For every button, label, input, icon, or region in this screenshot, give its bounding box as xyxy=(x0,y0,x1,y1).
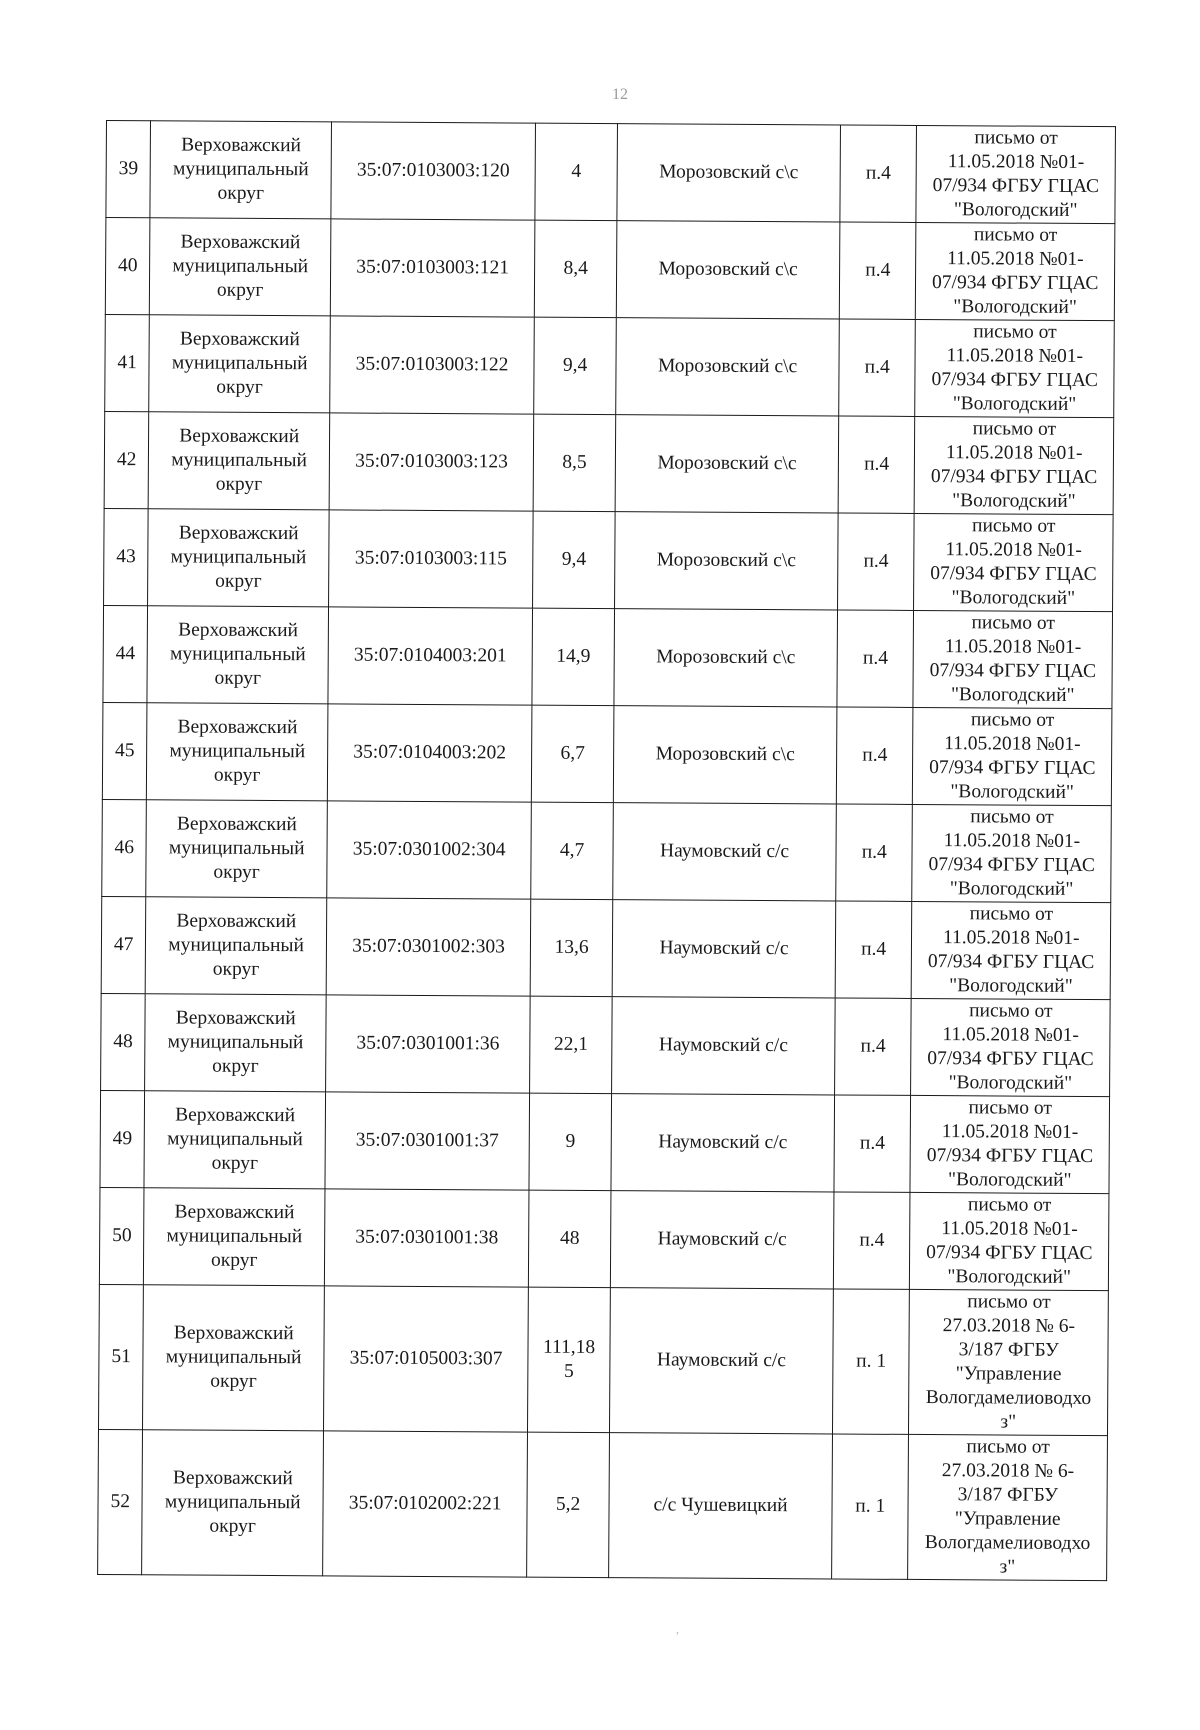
district-cell: Верховажский муниципальный округ xyxy=(142,1430,324,1576)
area-cell: 9 xyxy=(529,1093,612,1190)
basis-document-cell: письмо от 11.05.2018 №01- 07/934 ФГБУ ГЦАС "Вологодский" xyxy=(912,804,1111,902)
basis-document-cell: письмо от 11.05.2018 №01- 07/934 ФГБУ ГЦАС "Вологодский" xyxy=(914,513,1113,611)
basis-document-cell: письмо от 11.05.2018 №01- 07/934 ФГБУ ГЦАС "Вологодский" xyxy=(915,319,1114,417)
clause-cell: п.4 xyxy=(837,610,914,707)
village-council-cell: Наумовский с/с xyxy=(613,803,836,901)
basis-document-cell: письмо от 11.05.2018 №01- 07/934 ФГБУ ГЦАС "Вологодский" xyxy=(911,998,1110,1096)
table-row xyxy=(100,1090,1110,1193)
district-cell: Верховажский муниципальный округ xyxy=(148,412,329,510)
area-cell: 48 xyxy=(528,1190,611,1287)
clause-cell: п.4 xyxy=(840,125,917,222)
basis-document-cell: письмо от 11.05.2018 №01- 07/934 ФГБУ ГЦАС "Вологодский" xyxy=(910,1192,1109,1290)
cadastral-number-cell: 35:07:0301002:304 xyxy=(327,801,532,899)
table-row xyxy=(99,1284,1109,1435)
clause-cell: п. 1 xyxy=(832,1289,909,1434)
village-council-cell: Морозовский с\с xyxy=(616,318,839,416)
clause-cell: п.4 xyxy=(835,998,912,1095)
table-row xyxy=(103,605,1113,708)
village-council-cell: Морозовский с\с xyxy=(615,415,838,513)
cadastral-number-cell: 35:07:0301001:37 xyxy=(325,1092,530,1190)
clause-cell: п.4 xyxy=(836,804,913,901)
village-council-cell: Морозовский с\с xyxy=(616,221,839,319)
district-cell: Верховажский муниципальный округ xyxy=(146,897,327,995)
scan-speck: , xyxy=(676,1622,679,1636)
district-cell: Верховажский муниципальный округ xyxy=(146,800,327,898)
area-cell: 8,5 xyxy=(533,414,616,511)
clause-cell: п. 1 xyxy=(832,1434,909,1579)
table-row xyxy=(101,993,1111,1096)
district-cell: Верховажский муниципальный округ xyxy=(150,218,331,316)
basis-document-cell: письмо от 27.03.2018 № 6- 3/187 ФГБУ "Управление Вологдамелиоводхо з" xyxy=(908,1434,1107,1580)
cadastral-number-cell: 35:07:0103003:121 xyxy=(330,219,535,317)
cadastral-number-cell: 35:07:0301001:36 xyxy=(326,995,531,1093)
area-cell: 13,6 xyxy=(530,899,613,996)
table-row xyxy=(102,702,1112,805)
village-council-cell: Наумовский с/с xyxy=(610,1288,834,1434)
basis-document-cell: письмо от 11.05.2018 №01- 07/934 ФГБУ ГЦАС "Вологодский" xyxy=(913,707,1112,805)
land-plots-table xyxy=(97,120,1116,1581)
table-row xyxy=(99,1187,1109,1290)
area-cell: 22,1 xyxy=(530,996,613,1093)
area-cell: 9,4 xyxy=(533,511,616,608)
row-number-cell: 50 xyxy=(99,1187,144,1284)
village-council-cell: Наумовский с/с xyxy=(612,997,835,1095)
row-number-cell: 44 xyxy=(103,605,148,702)
clause-cell: п.4 xyxy=(839,222,916,319)
table-row xyxy=(105,218,1115,321)
clause-cell: п.4 xyxy=(836,707,913,804)
table-row xyxy=(98,1429,1108,1580)
area-cell: 4 xyxy=(535,123,618,220)
table-row xyxy=(106,121,1116,224)
area-cell: 9,4 xyxy=(534,317,617,414)
registry-sheet xyxy=(97,120,1116,1581)
cadastral-number-cell: 35:07:0301002:303 xyxy=(326,898,531,996)
area-cell: 14,9 xyxy=(532,608,615,705)
district-cell: Верховажский муниципальный округ xyxy=(144,1188,325,1286)
row-number-cell: 49 xyxy=(100,1090,145,1187)
row-number-cell: 40 xyxy=(105,218,150,315)
area-cell: 111,18 5 xyxy=(528,1287,611,1432)
cadastral-number-cell: 35:07:0103003:122 xyxy=(330,316,535,414)
table-body xyxy=(98,121,1116,1581)
area-cell: 8,4 xyxy=(534,220,617,317)
village-council-cell: Морозовский с\с xyxy=(614,609,837,707)
clause-cell: п.4 xyxy=(839,319,916,416)
page-number: 12 xyxy=(612,86,628,103)
district-cell: Верховажский муниципальный округ xyxy=(149,315,330,413)
table-row xyxy=(102,799,1112,902)
district-cell: Верховажский муниципальный округ xyxy=(147,703,328,801)
clause-cell: п.4 xyxy=(834,1095,911,1192)
table-row xyxy=(105,314,1115,417)
row-number-cell: 48 xyxy=(101,993,146,1090)
village-council-cell: с/с Чушевицкий xyxy=(609,1433,833,1579)
village-council-cell: Наумовский с/с xyxy=(612,900,835,998)
area-cell: 6,7 xyxy=(531,705,614,802)
basis-document-cell: письмо от 11.05.2018 №01- 07/934 ФГБУ ГЦАС "Вологодский" xyxy=(910,1095,1109,1193)
table-row xyxy=(104,411,1114,514)
cadastral-number-cell: 35:07:0105003:307 xyxy=(324,1286,529,1432)
basis-document-cell: письмо от 11.05.2018 №01- 07/934 ФГБУ ГЦАС "Вологодский" xyxy=(913,610,1112,708)
cadastral-number-cell: 35:07:0103003:123 xyxy=(329,413,534,511)
district-cell: Верховажский муниципальный округ xyxy=(150,121,331,219)
district-cell: Верховажский муниципальный округ xyxy=(144,1091,325,1189)
district-cell: Верховажский муниципальный округ xyxy=(147,606,328,704)
table-row xyxy=(104,508,1114,611)
row-number-cell: 39 xyxy=(106,121,151,218)
cadastral-number-cell: 35:07:0104003:201 xyxy=(328,607,533,705)
basis-document-cell: письмо от 27.03.2018 № 6- 3/187 ФГБУ "Управление Вологдамелиоводхо з" xyxy=(909,1289,1108,1435)
clause-cell: п.4 xyxy=(838,416,915,513)
village-council-cell: Морозовский с\с xyxy=(613,706,836,804)
village-council-cell: Наумовский с/с xyxy=(611,1094,834,1192)
cadastral-number-cell: 35:07:0301001:38 xyxy=(324,1189,529,1287)
cadastral-number-cell: 35:07:0103003:115 xyxy=(329,510,534,608)
village-council-cell: Наумовский с/с xyxy=(611,1191,834,1289)
row-number-cell: 41 xyxy=(105,314,150,411)
table-row xyxy=(101,896,1111,999)
cadastral-number-cell: 35:07:0104003:202 xyxy=(327,704,532,802)
clause-cell: п.4 xyxy=(838,513,915,610)
area-cell: 5,2 xyxy=(527,1432,610,1577)
district-cell: Верховажский муниципальный округ xyxy=(143,1285,325,1431)
basis-document-cell: письмо от 11.05.2018 №01- 07/934 ФГБУ ГЦАС "Вологодский" xyxy=(912,901,1111,999)
area-cell: 4,7 xyxy=(531,802,614,899)
row-number-cell: 42 xyxy=(104,411,149,508)
row-number-cell: 52 xyxy=(98,1429,143,1574)
basis-document-cell: письмо от 11.05.2018 №01- 07/934 ФГБУ ГЦАС "Вологодский" xyxy=(915,416,1114,514)
row-number-cell: 51 xyxy=(99,1284,144,1429)
district-cell: Верховажский муниципальный округ xyxy=(148,509,329,607)
row-number-cell: 46 xyxy=(102,799,147,896)
basis-document-cell: письмо от 11.05.2018 №01- 07/934 ФГБУ ГЦАС "Вологодский" xyxy=(916,125,1115,223)
clause-cell: п.4 xyxy=(835,901,912,998)
district-cell: Верховажский муниципальный округ xyxy=(145,994,326,1092)
cadastral-number-cell: 35:07:0103003:120 xyxy=(331,122,536,220)
cadastral-number-cell: 35:07:0102002:221 xyxy=(323,1431,528,1577)
village-council-cell: Морозовский с\с xyxy=(617,124,840,222)
basis-document-cell: письмо от 11.05.2018 №01- 07/934 ФГБУ ГЦАС "Вологодский" xyxy=(916,222,1115,320)
row-number-cell: 43 xyxy=(104,508,149,605)
village-council-cell: Морозовский с\с xyxy=(615,512,838,610)
row-number-cell: 45 xyxy=(102,702,147,799)
row-number-cell: 47 xyxy=(101,896,146,993)
clause-cell: п.4 xyxy=(833,1192,910,1289)
